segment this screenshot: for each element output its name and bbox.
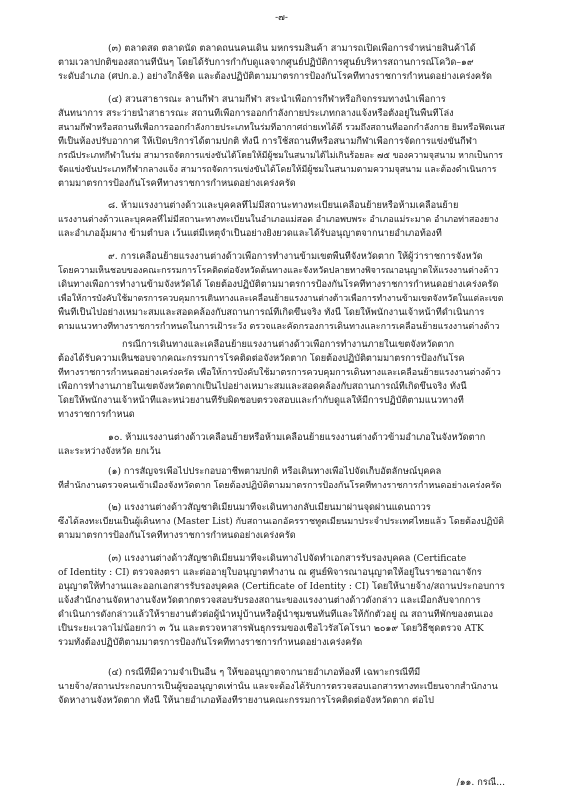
p10-3-line-4: แจ้งสำนักงานจัดหางานจังหวัดตากตรวจสอบรับรองสถานะของแรงงานต่างด้าวดังกล่าว และเมื่อกลับจากการ — [58, 595, 481, 606]
p10-4-line-3: จัดหางานจังหวัดตาก ทั้งนี้ ให้นายอำเภอท้องที่รายงานคณะกรรมการโรคติดต่อจังหวัดตาก ต่อไป — [58, 695, 434, 706]
p4-line-1: (๔) สวนสาธารณะ ลานกีฬา สนามกีฬา สระน้ำเพื่อการกีฬาหรือกิจกรรมทางน้ำเพื่อการ — [108, 94, 446, 105]
p4-line-5: กรณีประเภทกีฬาในร่ม สามารถจัดการแข่งขันได้โดยให้มีผู้ชมในสนามได้ไม่เกินร้อยละ ๗๕ ของความจุสนาม หากเป็นการ — [58, 151, 503, 161]
p9b-line-4: เพื่อการทำงานภายในเขตจังหวัดตากเป็นไปอย่างเหมาะสมและสอดคล้องกับสถานการณ์ที่เกิดขึ้นจริง ทั้งนี้ — [58, 381, 467, 392]
p8-line-3: และอำเภออุ้มผาง ข้ามตำบล เว้นแต่มีเหตุจำเป็นอย่างยิ่งยวดและได้รับอนุญาตจากนายอำเภอท้องที่ — [58, 228, 442, 239]
p4-line-4: ที่เป็นห้องปรับอากาศ ให้เปิดบริการได้ตามปกติ ทั้งนี้ การใช้สถานที่หรือสนามกีฬาเพื่อการจัดการแข่งขันกีฬา — [58, 136, 478, 147]
p10-4-line-1: (๔) กรณีที่มีความจำเป็นอื่น ๆ ให้ขออนุญาตจากนายอำเภอท้องที่ เฉพาะกรณีที่มี — [108, 667, 421, 678]
p9b-line-6: ทางราชการกำหนด — [58, 409, 135, 420]
p10-4-line-2: นายจ้าง/สถานประกอบการเป็นผู้ขออนุญาตเท่านั้น และจะต้องได้รับการตรวจสอบเอกสารทางทะเบียนจากสำนักงาน — [58, 682, 498, 692]
p9-line-4: เพื่อให้การบังคับใช้มาตรการควบคุมการเดินทางและเคลื่อนย้ายแรงงานต่างด้าวเพื่อการทำงานข้ามเขตจังหวัดในแต่ละเขต — [58, 294, 504, 304]
next-page-marker: /๑๑. กรณี... — [456, 777, 505, 788]
p3-line-3: ระดับอำเภอ (ศปก.อ.) อย่างใกล้ชิด และต้องปฏิบัติตามมาตรการป้องกันโรคที่ทางราชการกำหนดอย่างเคร่งครัด — [58, 71, 492, 82]
p10-line-1: ๑๐. ห้ามแรงงานต่างด้าวเคลื่อนย้ายหรือห้ามเคลื่อนย้ายแรงงานต่างด้าวข้ามอำเภอในจังหวัดตาก — [108, 432, 486, 443]
p10-3-line-7: รวมทั้งต้องปฏิบัติตามมาตรการป้องกันโรคที่ทางราชการกำหนดอย่างเคร่งครัด — [58, 637, 363, 648]
p10-3-line-2: of Identity : CI) ตรวจลงตรา และต่ออายุใบอนุญาตทำงาน ณ ศูนย์พิจารณาอนุญาตให้อยู่ในราชอาณาจักร — [58, 567, 482, 578]
p4-line-3: สนามกีฬาหรือสถานที่เพื่อการออกกำลังกายประเภทในร่มที่อากาศถ่ายเทได้ดี รวมถึงสถานที่ออกกำลังกาย ยิมหรือฟิตเนส — [58, 123, 505, 133]
p9-line-6: ตามแนวทางที่ทางราชการกำหนดในการเฝ้าระวัง ตรวจและคัดกรองการเดินทางและการเคลื่อนย้ายแรงงานต่างด้าว — [58, 322, 500, 332]
p4-line-6: จัดแข่งขันประเภทกีฬากลางแจ้ง สามารถจัดการแข่งขันได้โดยให้มีผู้ชมในสนามตามความจุสนาม และต้องดำเนินการ — [58, 165, 497, 175]
p3-line-2: ตามเวลาปกติของสถานที่นั้นๆ โดยได้รับการกำกับดูแลจากศูนย์ปฏิบัติการศูนย์บริหารสถานการณ์โควิด–๑๙ — [58, 57, 474, 68]
p4-line-2: สันทนาการ สระว่ายน้ำสาธารณะ สถานที่เพื่อการออกกำลังกายประเภทกลางแจ้งหรือตั้งอยู่ในพื้นที่โล่ง — [58, 108, 454, 119]
p8-line-1: ๘. ห้ามแรงงานต่างด้าวและบุคคลที่ไม่มีสถานะทางทะเบียนเคลื่อนย้ายหรือห้ามเคลื่อนย้าย — [108, 200, 459, 211]
p10-3-line-5: ดำเนินการดังกล่าวแล้วให้รายงานตัวต่อผู้นำหมู่บ้านหรือผู้นำชุมชนทันทีและให้กักตัวอยู่ ณ สถานที่พักของตนเอง — [58, 609, 493, 620]
page-number: -๗- — [275, 13, 288, 23]
p10-1-line-2: ที่สำนักงานตรวจคนเข้าเมืองจังหวัดตาก โดยต้องปฏิบัติตามมาตรการป้องกันโรคที่ทางราชการกำหนดอย่างเคร่งครัด — [58, 481, 502, 491]
p10-3-line-6: เป็นระยะเวลาไม่น้อยกว่า ๓ วัน และตรวจหาสารพันธุกรรมของเชื้อไวรัสโคโรนา ๒๐๑๙ โดยวิธีชุดตรวจ ATK — [58, 623, 484, 634]
p10-2-line-2: ซึ่งได้ลงทะเบียนเป็นผู้เดินทาง (Master List) กับสถานเอกอัครราชทูตเมียนมาประจำประเทศไทยแล้ว โดยต้องปฏิบัติ — [58, 517, 504, 527]
p10-1-line-1: (๑) การสัญจรเพื่อไปประกอบอาชีพตามปกติ หรือเดินทางเพื่อไปจัดเก็บอัตลักษณ์บุคคล — [108, 466, 442, 477]
p8-line-2: แรงงานต่างด้าวและบุคคลที่ไม่มีสถานะทางทะเบียนในอำเภอแม่สอด อำเภอพบพระ อำเภอแม่ระมาด อำเภอท่าสองยาง — [58, 215, 499, 225]
p9-line-5: พื้นที่เป็นไปอย่างเหมาะสมและสอดคล้องกับสถานการณ์ที่เกิดขึ้นจริง ทั้งนี้ โดยให้พนักงานเจ้าหน้าที่ดำเนินการ — [58, 307, 485, 318]
p10-2-line-3: ตามมาตรการป้องกันโรคที่ทางราชการกำหนดอย่างเคร่งครัด — [58, 530, 296, 541]
p10-line-2: และระหว่างจังหวัด ยกเว้น — [58, 446, 161, 457]
p3-line-1: (๓) ตลาดสด ตลาดนัด ตลาดถนนคนเดิน มหกรรมสินค้า สามารถเปิดเพื่อการจำหน่ายสินค้าได้ — [108, 43, 476, 54]
p10-3-line-1: (๓) แรงงานต่างด้าวสัญชาติเมียนมาที่จะเดินทางไปจัดทำเอกสารรับรองบุคคล (Certificate — [108, 553, 467, 564]
p4-line-7: ตามมาตรการป้องกันโรคที่ทางราชการกำหนดอย่างเคร่งครัด — [58, 178, 296, 189]
p9-line-1: ๙. การเคลื่อนย้ายแรงงานต่างด้าวเพื่อการทำงานข้ามเขตพื้นที่จังหวัดตาก ให้ผู้ว่าราชการจังหวัด — [108, 251, 483, 262]
p9-line-3: เดินทางเพื่อการทำงานข้ามจังหวัดได้ โดยต้องปฏิบัติตามมาตรการป้องกันโรคที่ทางราชการกำหนดอย่างเคร่งครัด — [58, 279, 499, 290]
p10-2-line-1: (๒) แรงงานต่างด้าวสัญชาติเมียนมาที่จะเดินทางกลับเมียนมาผ่านจุดผ่านแดนถาวร — [108, 502, 431, 513]
p9b-line-3: ที่ทางราชการกำหนดอย่างเคร่งครัด เพื่อให้การบังคับใช้มาตรการควบคุมการเดินทางและเคลื่อนย้ายแรงงานต่างด้าว — [58, 368, 501, 378]
p9b-line-2: ต้องได้รับความเห็นชอบจากคณะกรรมการโรคติดต่อจังหวัดตาก โดยต้องปฏิบัติตามมาตรการป้องกันโรค — [58, 353, 465, 364]
p9b-line-1: กรณีการเดินทางและเคลื่อนย้ายแรงงานต่างด้าวเพื่อการทำงานภายในเขตจังหวัดตาก — [122, 339, 455, 350]
p9-line-2: โดยความเห็นชอบของคณะกรรมการโรคติดต่อจังหวัดต้นทางและจังหวัดปลายทางพิจารณาอนุญาตให้แรงงานต่างด้าว — [58, 266, 499, 276]
p10-3-line-3: อนุญาตให้ทำงานและออกเอกสารรับรองบุคคล (Certificate of Identity : CI) โดยให้นายจ้าง/สถานประกอบการ — [58, 581, 505, 592]
p9b-line-5: โดยให้พนักงานเจ้าหน้าที่และหน่วยงานที่รับผิดชอบตรวจสอบและกำกับดูแลให้มีการปฏิบัติตามแนวทางที่ — [58, 395, 464, 406]
